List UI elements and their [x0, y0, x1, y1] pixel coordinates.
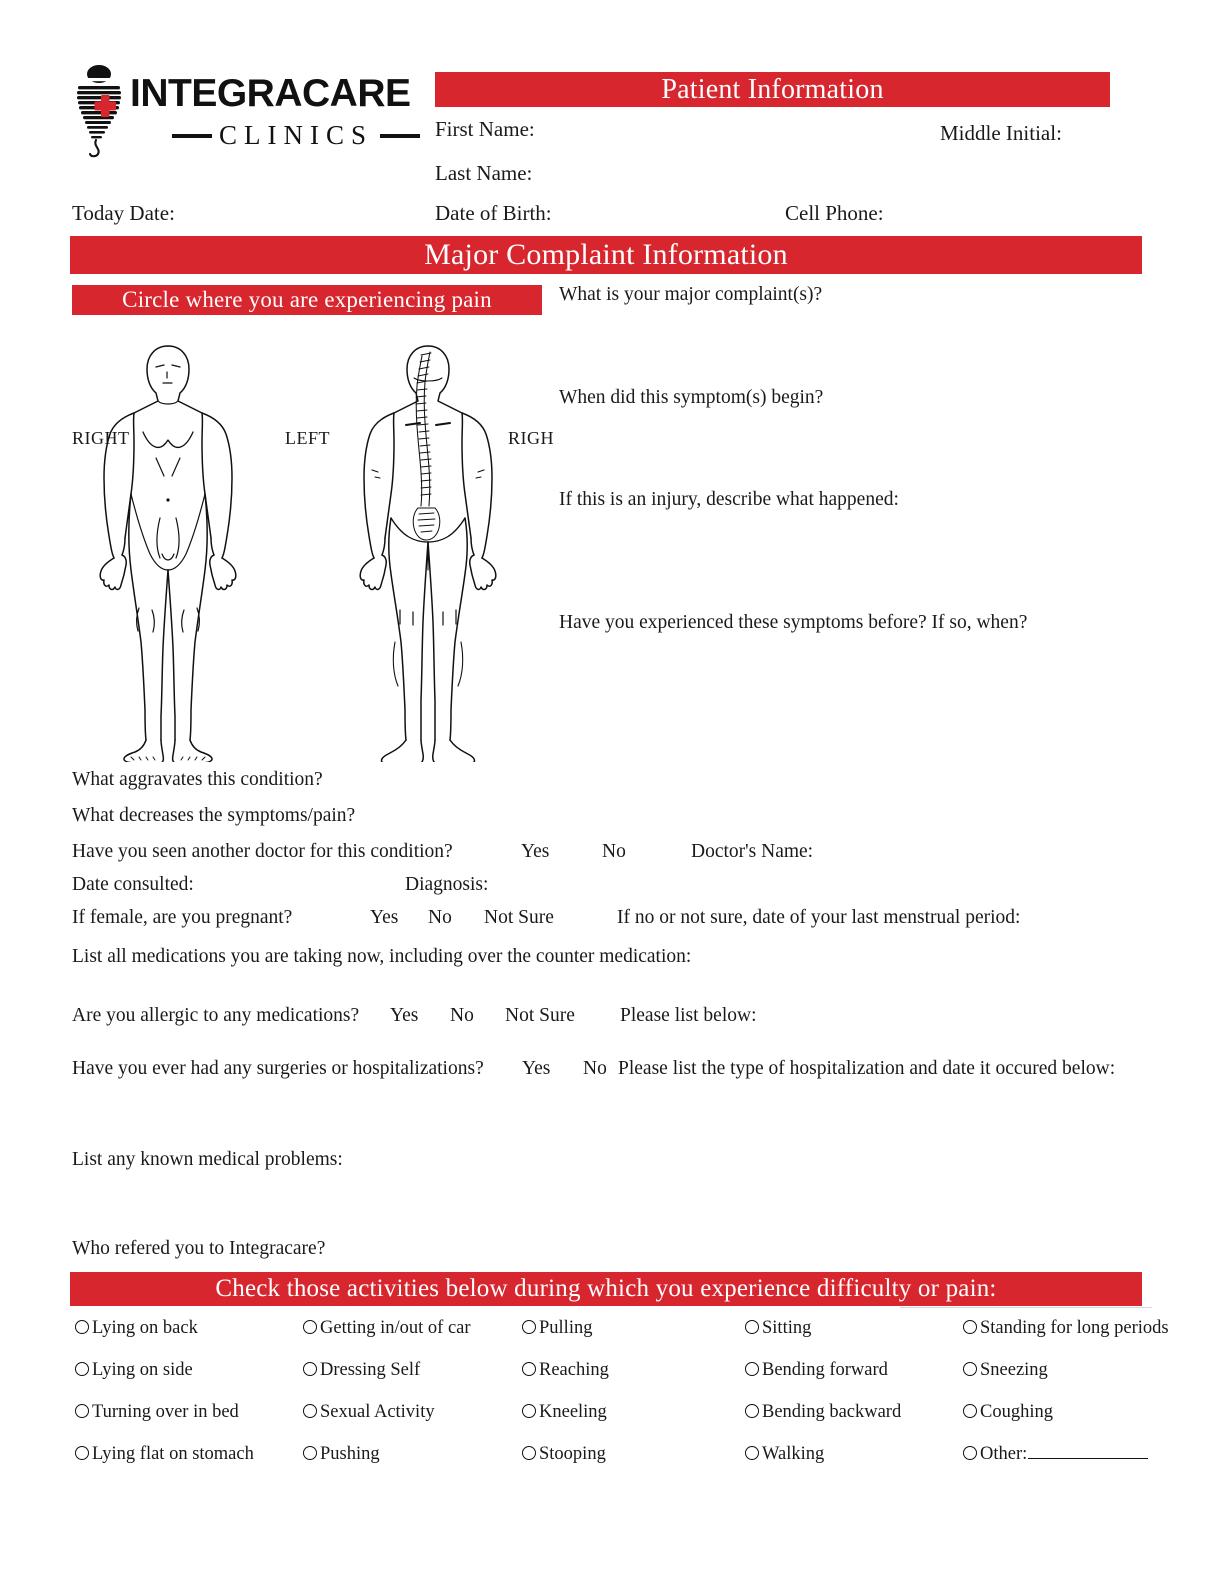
today-date-label: Today Date:	[72, 201, 175, 225]
checkbox-circle-icon[interactable]	[522, 1446, 536, 1460]
pregnant-not-sure-option[interactable]: Not Sure	[484, 907, 554, 928]
activity-label: Getting in/out of car	[320, 1318, 471, 1338]
activity-label: Lying flat on stomach	[92, 1444, 254, 1464]
diagram-label-back-right: RIGH	[508, 428, 554, 448]
last-name-label: Last Name:	[435, 161, 533, 185]
activity-label: Sneezing	[980, 1360, 1048, 1380]
major-complaint-banner: Major Complaint Information	[70, 236, 1142, 274]
activity-label: Turning over in bed	[92, 1402, 239, 1422]
activity-option[interactable]	[745, 1318, 901, 1360]
question-symptom-begin: When did this symptom(s) begin?	[559, 387, 824, 408]
activity-label: Stooping	[539, 1444, 606, 1464]
surgeries-followup-label: Please list the type of hospitalization and date it occured below:	[618, 1058, 1116, 1079]
activity-label: Sexual Activity	[320, 1402, 435, 1422]
checkbox-circle-icon[interactable]	[75, 1320, 89, 1334]
activity-option[interactable]	[963, 1402, 1169, 1444]
checkbox-circle-icon[interactable]	[745, 1404, 759, 1418]
question-injury-describe: If this is an injury, describe what happened:	[559, 489, 899, 510]
question-medications: List all medications you are taking now, including over the counter medication:	[72, 946, 692, 967]
middle-initial-label: Middle Initial:	[940, 121, 1062, 145]
activities-column-5	[963, 1318, 1169, 1486]
activity-option[interactable]	[963, 1318, 1169, 1360]
checkbox-circle-icon[interactable]	[303, 1446, 317, 1460]
diagram-label-front-left: LEFT	[285, 428, 330, 448]
cell-phone-label: Cell Phone:	[785, 201, 884, 225]
question-symptoms-before: Have you experienced these symptoms before? If so, when?	[559, 612, 1028, 633]
question-allergic: Are you allergic to any medications?	[72, 1005, 360, 1026]
activity-option[interactable]	[963, 1360, 1169, 1402]
allergic-not-sure-option[interactable]: Not Sure	[505, 1005, 575, 1026]
question-decreases: What decreases the symptoms/pain?	[72, 805, 356, 826]
checkbox-circle-icon[interactable]	[303, 1404, 317, 1418]
activity-label: Bending backward	[762, 1402, 902, 1422]
question-referred-by: Who refered you to Integracare?	[72, 1238, 326, 1259]
logo-rule-left	[172, 134, 212, 138]
diagnosis-label: Diagnosis:	[405, 874, 489, 895]
allergic-followup-label: Please list below:	[620, 1005, 757, 1026]
activity-option[interactable]	[75, 1318, 254, 1360]
activities-column-4	[745, 1318, 901, 1486]
activity-option[interactable]	[303, 1360, 471, 1402]
activity-label: Standing for long periods	[980, 1318, 1169, 1338]
doctor-name-label: Doctor's Name:	[691, 841, 814, 862]
activity-option[interactable]	[75, 1402, 254, 1444]
activity-label: Lying on side	[92, 1360, 193, 1380]
pregnant-no-option[interactable]: No	[428, 907, 452, 928]
question-major-complaint: What is your major complaint(s)?	[559, 284, 823, 305]
date-of-birth-label: Date of Birth:	[435, 201, 552, 225]
checkbox-circle-icon[interactable]	[745, 1446, 759, 1460]
patient-information-banner: Patient Information	[435, 72, 1110, 107]
activities-banner: Check those activities below during which you experience difficulty or pain:	[70, 1272, 1142, 1306]
question-seen-doctor: Have you seen another doctor for this condition?	[72, 841, 453, 862]
other-write-in-line[interactable]	[1028, 1445, 1148, 1459]
activity-label: Other:	[980, 1444, 1028, 1464]
activity-option[interactable]	[745, 1360, 901, 1402]
question-surgeries: Have you ever had any surgeries or hospitalizations?	[72, 1058, 484, 1079]
allergic-yes-option[interactable]: Yes	[390, 1005, 419, 1026]
checkbox-circle-icon[interactable]	[963, 1404, 977, 1418]
checkbox-circle-icon[interactable]	[75, 1404, 89, 1418]
checkbox-circle-icon[interactable]	[963, 1446, 977, 1460]
activity-label: Pushing	[320, 1444, 380, 1464]
logo-subtitle-wrap	[172, 122, 420, 149]
activity-option[interactable]	[522, 1360, 609, 1402]
pain-body-diagram[interactable]	[78, 322, 548, 762]
activity-option[interactable]	[522, 1402, 609, 1444]
logo-wordmark: INTEGRACARE	[130, 72, 411, 115]
activity-option[interactable]	[963, 1444, 1169, 1486]
checkbox-circle-icon[interactable]	[745, 1362, 759, 1376]
activity-label: Bending forward	[762, 1360, 888, 1380]
checkbox-circle-icon[interactable]	[522, 1362, 536, 1376]
activity-option[interactable]	[303, 1318, 471, 1360]
activity-label: Dressing Self	[320, 1360, 421, 1380]
activity-label: Reaching	[539, 1360, 609, 1380]
activity-option[interactable]	[745, 1402, 901, 1444]
surgeries-yes-option[interactable]: Yes	[522, 1058, 551, 1079]
activity-option[interactable]	[303, 1402, 471, 1444]
logo-rule-right	[380, 134, 420, 138]
question-pregnant: If female, are you pregnant?	[72, 907, 293, 928]
seen-doctor-yes-option[interactable]: Yes	[521, 841, 550, 862]
activity-option[interactable]	[75, 1360, 254, 1402]
question-aggravates: What aggravates this condition?	[72, 769, 323, 790]
checkbox-circle-icon[interactable]	[522, 1404, 536, 1418]
activity-label: Walking	[762, 1444, 825, 1464]
checkbox-circle-icon[interactable]	[963, 1362, 977, 1376]
activity-option[interactable]	[745, 1444, 901, 1486]
activities-hairline	[900, 1307, 1152, 1308]
activity-label: Pulling	[539, 1318, 593, 1338]
checkbox-circle-icon[interactable]	[303, 1362, 317, 1376]
activity-option[interactable]	[522, 1318, 609, 1360]
activity-option[interactable]	[522, 1444, 609, 1486]
seen-doctor-no-option[interactable]: No	[602, 841, 626, 862]
checkbox-circle-icon[interactable]	[303, 1320, 317, 1334]
clinic-logo	[72, 60, 422, 165]
activities-column-3	[522, 1318, 609, 1486]
activities-column-2	[303, 1318, 471, 1486]
first-name-label: First Name:	[435, 117, 535, 141]
allergic-no-option[interactable]: No	[450, 1005, 474, 1026]
checkbox-circle-icon[interactable]	[75, 1362, 89, 1376]
activity-option[interactable]	[75, 1444, 254, 1486]
pregnant-yes-option[interactable]: Yes	[370, 907, 399, 928]
checkbox-circle-icon[interactable]	[75, 1446, 89, 1460]
activities-column-1	[75, 1318, 254, 1486]
surgeries-no-option[interactable]: No	[583, 1058, 607, 1079]
activity-label: Sitting	[762, 1318, 812, 1338]
activity-option[interactable]	[303, 1444, 471, 1486]
activity-label: Lying on back	[92, 1318, 198, 1338]
activity-label: Kneeling	[539, 1402, 607, 1422]
logo-subtitle: CLINICS	[219, 120, 374, 150]
checkbox-circle-icon[interactable]	[745, 1320, 759, 1334]
caduceus-spine-icon	[72, 62, 128, 162]
checkbox-circle-icon[interactable]	[522, 1320, 536, 1334]
date-consulted-label: Date consulted:	[72, 874, 194, 895]
question-medical-problems: List any known medical problems:	[72, 1149, 343, 1170]
circle-pain-banner: Circle where you are experiencing pain	[72, 285, 542, 315]
diagram-label-front-right: RIGHT	[72, 428, 130, 448]
checkbox-circle-icon[interactable]	[963, 1320, 977, 1334]
pregnant-followup-label: If no or not sure, date of your last menstrual period:	[617, 907, 1021, 928]
activity-label: Coughing	[980, 1402, 1053, 1422]
